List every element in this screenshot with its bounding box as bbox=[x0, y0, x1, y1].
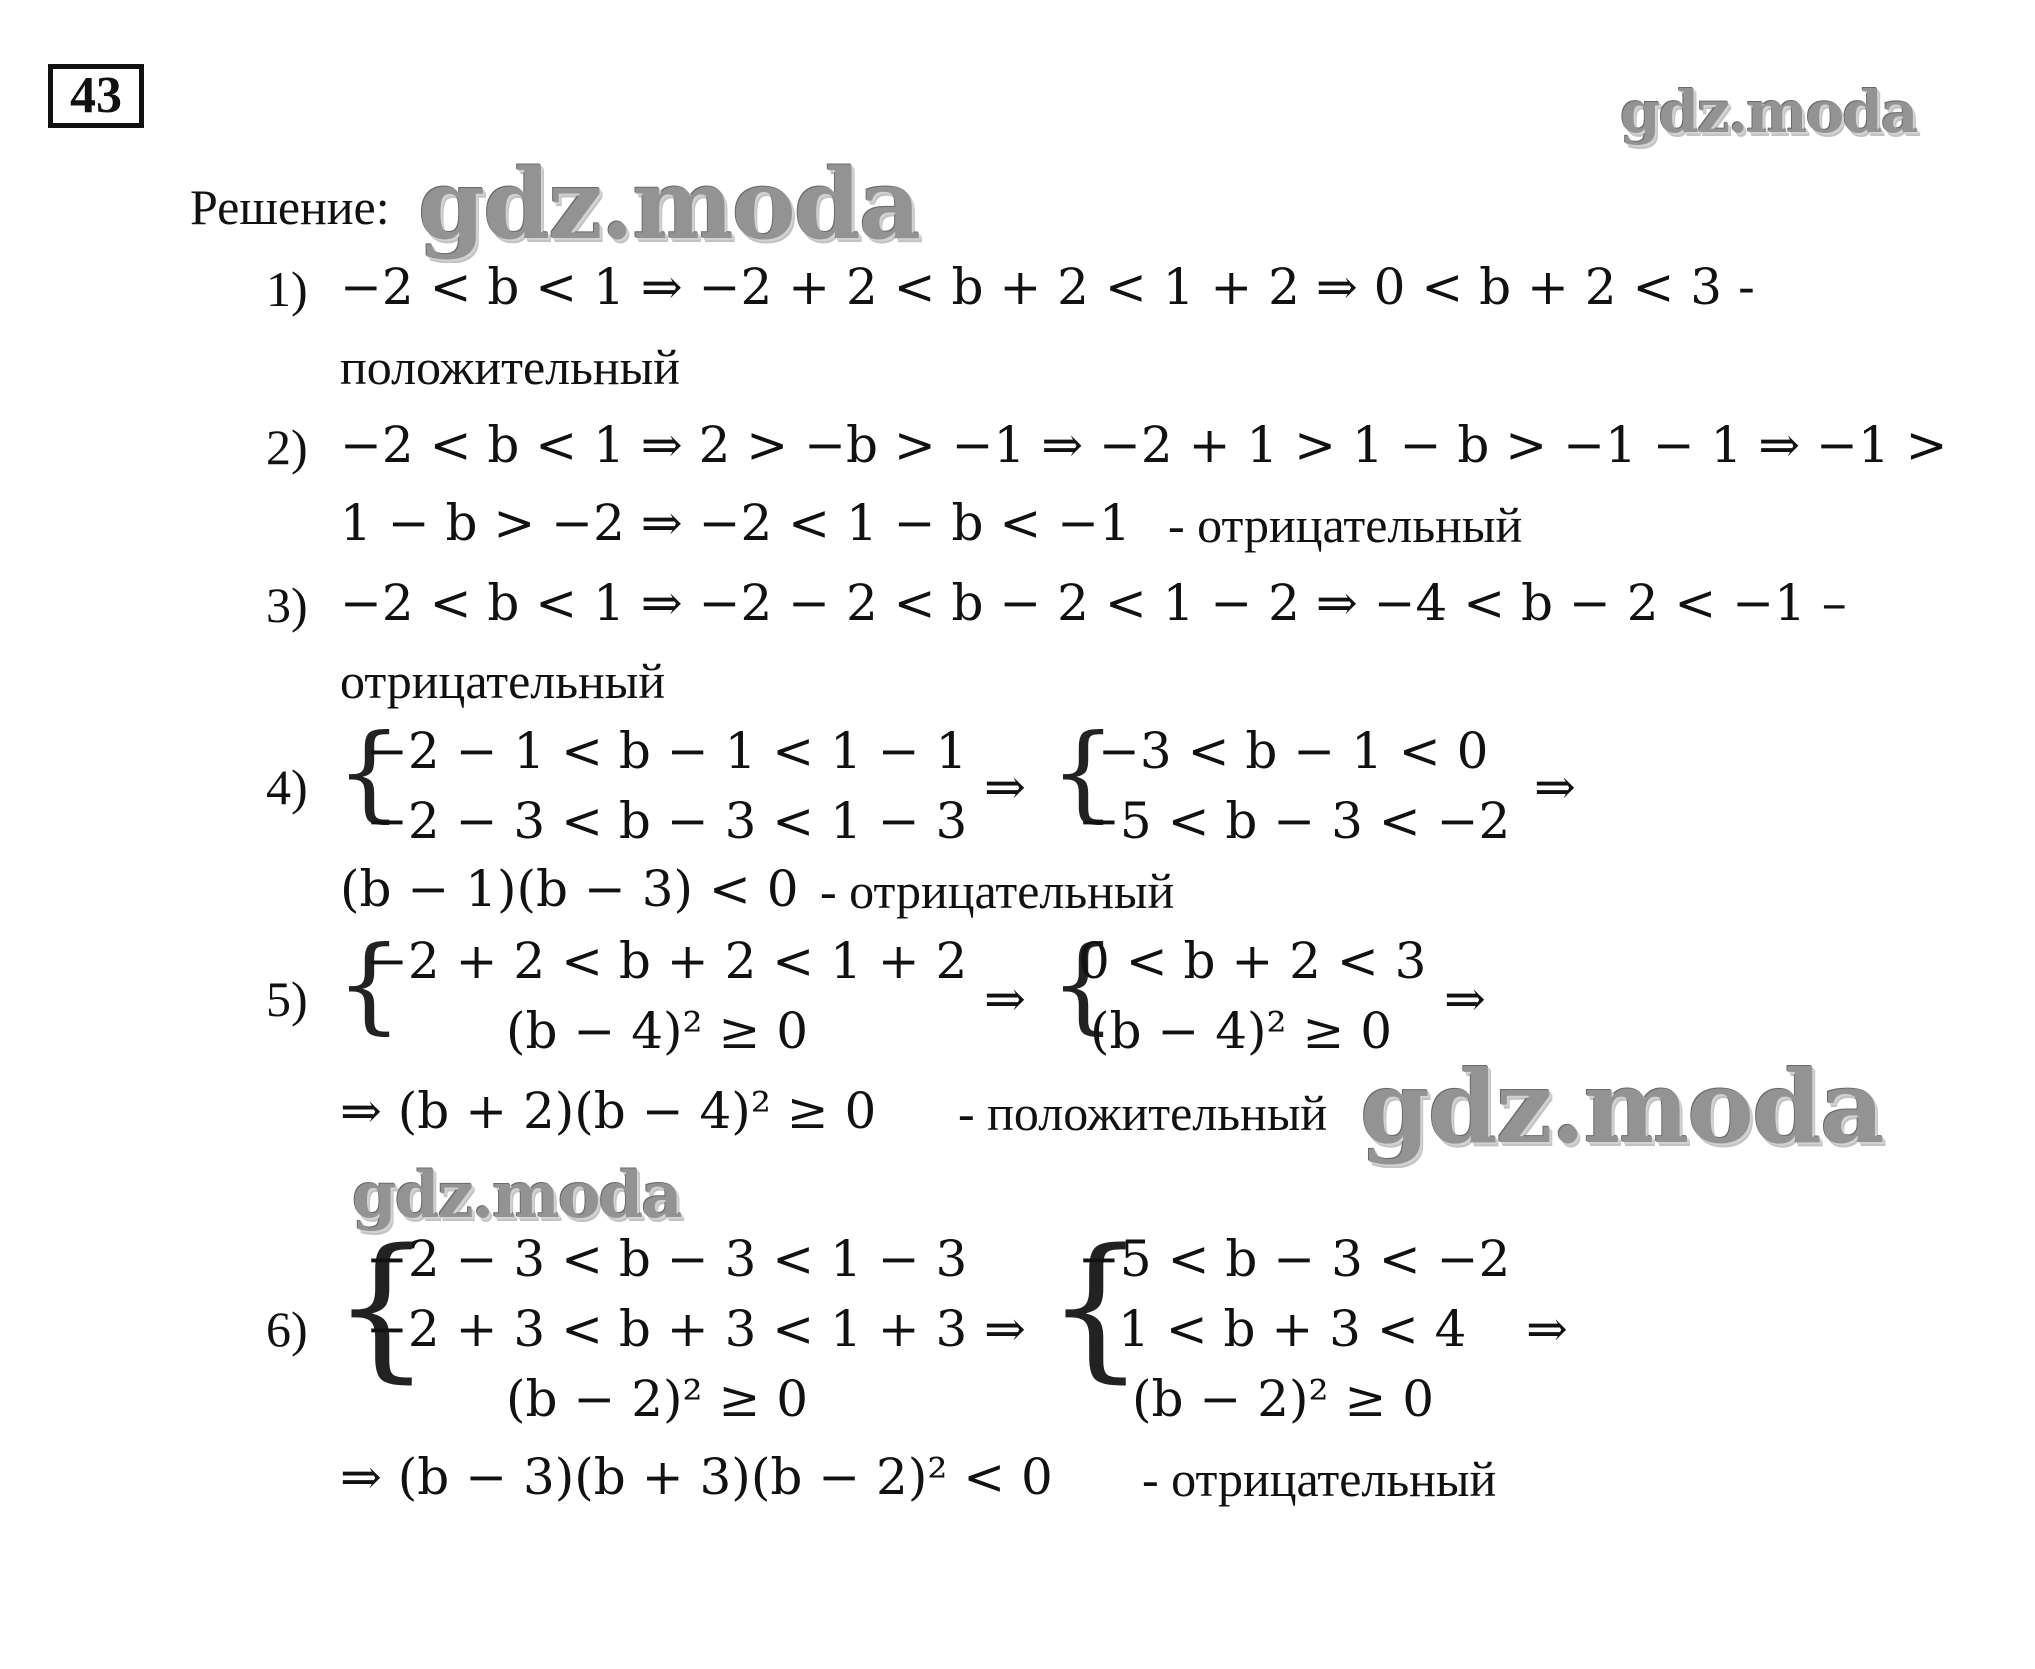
item-3-line-1: −2 < b < 1 ⇒ −2 − 2 < b − 2 < 1 − 2 ⇒ −4 < b − 2 < −1 – bbox=[340, 574, 1847, 632]
item-6-system-left-row-1: −2 − 3 < b − 3 < 1 − 3 bbox=[366, 1230, 968, 1288]
watermark-lower-left: gdz.moda bbox=[352, 1158, 681, 1233]
watermark-middle-right: gdz.moda bbox=[1360, 1048, 1883, 1166]
implies-arrow: ⇒ bbox=[1444, 970, 1486, 1028]
item-6-system-left-row-3: (b − 2)² ≥ 0 bbox=[506, 1370, 809, 1428]
system-brace: { bbox=[1046, 1215, 1146, 1397]
item-4-result-text: - отрицательный bbox=[820, 863, 1175, 919]
watermark-heading: gdz.moda bbox=[418, 148, 920, 261]
implies-arrow: ⇒ bbox=[984, 758, 1026, 816]
item-5-system-left-row-2: (b − 4)² ≥ 0 bbox=[506, 1002, 809, 1060]
system-brace: { bbox=[336, 711, 403, 833]
item-6-result-text: - отрицательный bbox=[1142, 1451, 1497, 1507]
item-6-system-right-row-3: (b − 2)² ≥ 0 bbox=[1132, 1370, 1435, 1428]
item-2-line-2-math: 1 − b > −2 ⇒ −2 < 1 − b < −1 bbox=[340, 494, 1131, 552]
item-label: 5) bbox=[266, 971, 308, 1027]
item-3-line-2: отрицательный bbox=[340, 653, 666, 709]
item-1-line-2: положительный bbox=[340, 339, 681, 395]
item-4-result-math: (b − 1)(b − 3) < 0 bbox=[340, 860, 799, 918]
item-5-result-text: - положительный bbox=[958, 1085, 1328, 1141]
watermark-top-right: gdz.moda bbox=[1620, 78, 1917, 146]
item-5-result-math: ⇒ (b + 2)(b − 4)² ≥ 0 bbox=[340, 1082, 877, 1140]
item-5-system-right-row-1: 0 < b + 2 < 3 bbox=[1078, 932, 1427, 990]
implies-arrow: ⇒ bbox=[1534, 758, 1576, 816]
item-5-system-left-row-1: −2 + 2 < b + 2 < 1 + 2 bbox=[366, 932, 968, 990]
implies-arrow: ⇒ bbox=[1526, 1300, 1568, 1358]
item-6-system-left-row-2: −2 + 3 < b + 3 < 1 + 3 bbox=[366, 1300, 968, 1358]
item-4-system-left-row-1: −2 − 1 < b − 1 < 1 − 1 bbox=[366, 722, 968, 780]
item-6-system-right-row-1: −5 < b − 3 < −2 bbox=[1078, 1230, 1511, 1288]
item-5-system-right-row-2: (b − 4)² ≥ 0 bbox=[1090, 1002, 1393, 1060]
item-6-result-math: ⇒ (b − 3)(b + 3)(b − 2)² < 0 bbox=[340, 1448, 1053, 1506]
item-2-line-1: −2 < b < 1 ⇒ 2 > −b > −1 ⇒ −2 + 1 > 1 − b > −1 − 1 ⇒ −1 > bbox=[340, 416, 1948, 474]
item-1-line-1: −2 < b < 1 ⇒ −2 + 2 < b + 2 < 1 + 2 ⇒ 0 < b + 2 < 3 - bbox=[340, 258, 1755, 316]
system-brace: { bbox=[1050, 923, 1117, 1045]
item-4-system-right-row-2: −5 < b − 3 < −2 bbox=[1078, 792, 1511, 850]
system-brace: { bbox=[336, 923, 403, 1045]
implies-arrow: ⇒ bbox=[984, 970, 1026, 1028]
item-4-system-right-row-1: −3 < b − 1 < 0 bbox=[1098, 722, 1489, 780]
system-brace: { bbox=[332, 1215, 432, 1397]
item-label: 3) bbox=[266, 577, 308, 633]
item-4-system-left-row-2: −2 − 3 < b − 3 < 1 − 3 bbox=[366, 792, 968, 850]
item-6-system-right-row-2: 1 < b + 3 < 4 bbox=[1118, 1300, 1467, 1358]
item-label: 6) bbox=[266, 1301, 308, 1357]
problem-number: 43 bbox=[48, 64, 144, 128]
item-label: 1) bbox=[266, 261, 308, 317]
item-label: 2) bbox=[266, 419, 308, 475]
implies-arrow: ⇒ bbox=[984, 1300, 1026, 1358]
system-brace: { bbox=[1050, 711, 1117, 833]
item-label: 4) bbox=[266, 759, 308, 815]
item-2-line-2-text: - отрицательный bbox=[1168, 497, 1523, 553]
solution-heading: Решение: bbox=[190, 179, 390, 235]
